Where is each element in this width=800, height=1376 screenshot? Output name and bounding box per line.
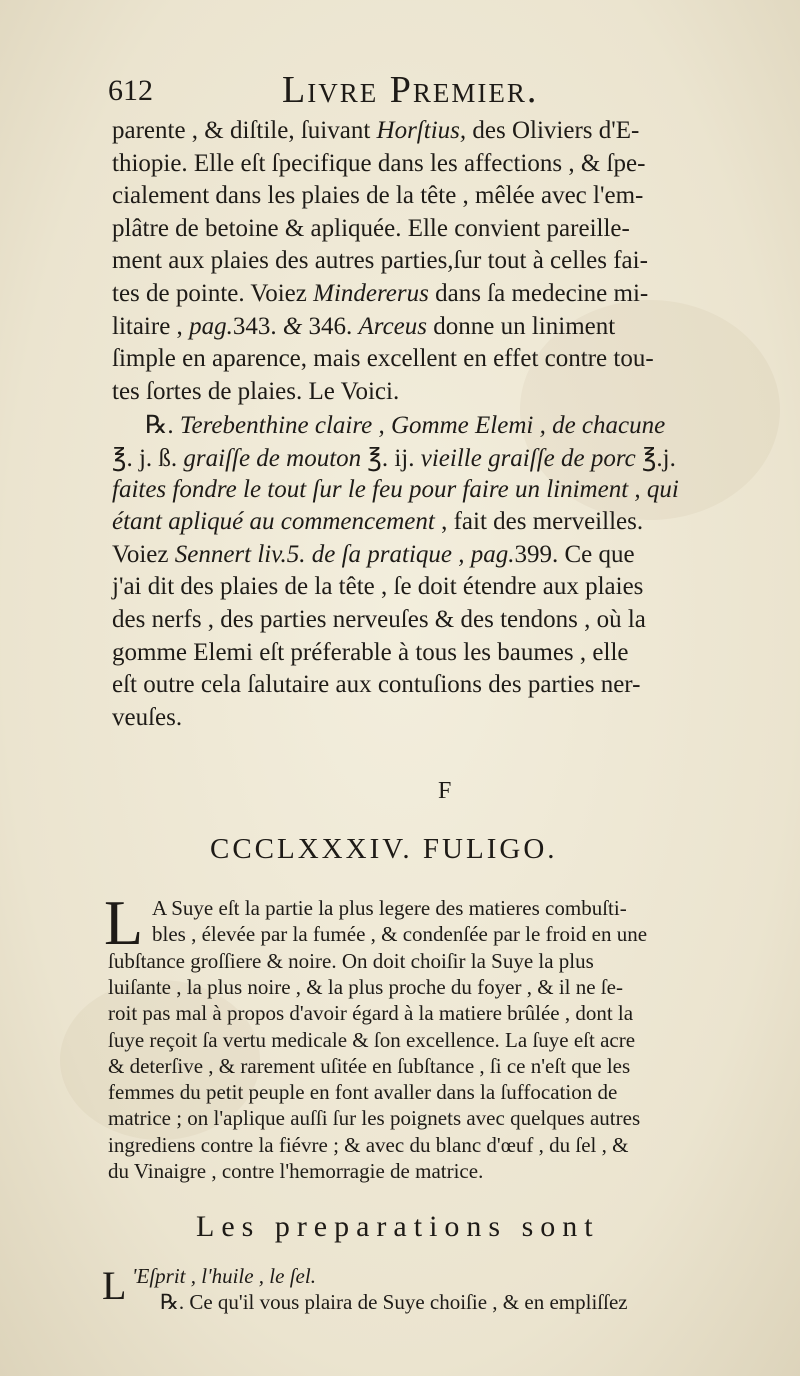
page-number: 612 xyxy=(108,74,153,107)
text-line xyxy=(112,150,645,178)
text-run: plâtre de betoine & apliquée. Elle convient pareille- xyxy=(112,214,630,242)
italic-run: étant apliqué au commencement xyxy=(112,508,435,536)
drop-cap-preparations: L xyxy=(102,1263,127,1308)
text-run: 399. Ce que xyxy=(514,540,635,568)
italic-run: Horſtius, xyxy=(376,117,467,144)
text-run: des Oliviers d'E- xyxy=(466,117,640,144)
preparations-heading-text: Les preparations sont xyxy=(196,1210,600,1243)
text-line xyxy=(112,573,643,601)
text-run: ℥.j. xyxy=(635,445,676,472)
article-title: CCCLXXXIV. FULIGO. xyxy=(210,833,558,865)
text-run: ment aux plaies des autres parties,ſur tout à celles fai- xyxy=(112,247,648,275)
text-run: eſt outre cela ſalutaire aux contuſions des parties ner- xyxy=(112,671,641,699)
text-run: ℞. xyxy=(145,412,180,440)
text-line xyxy=(132,1264,316,1289)
text-run: Voiez xyxy=(112,540,175,568)
text-line: ſuye reçoit ſa vertu medicale & ſon excellence. La ſuye eſt acre xyxy=(108,1027,636,1052)
italic-run: pag. xyxy=(189,312,233,340)
text-run: ℥. j. ß. xyxy=(112,445,184,472)
text-line xyxy=(112,182,643,210)
text-line xyxy=(112,671,640,699)
text-run: litaire , xyxy=(112,312,190,340)
text-run: ℞. Ce qu'il vous plaira de Suye choiſie , & en empliſſez xyxy=(160,1290,628,1314)
text-run: tes ſortes de plaies. Le Voici. xyxy=(112,377,400,405)
running-title: Livre Premier. xyxy=(282,69,539,111)
text-line xyxy=(112,247,648,275)
text-run: thiopie. Elle eſt ſpecifique dans les affections , & ſpe- xyxy=(112,149,646,177)
italic-run: & xyxy=(282,312,303,340)
text-line xyxy=(112,606,646,634)
text-run: , fait des merveilles. xyxy=(434,508,644,536)
text-run: dans ſa medecine mi- xyxy=(428,280,649,307)
text-line: ſubſtance groſſiere & noire. On doit choiſir la Suye la plus xyxy=(108,948,594,973)
text-line xyxy=(112,476,679,504)
text-line xyxy=(112,639,628,667)
text-line: matrice ; on l'aplique auſſi ſur les poignets avec quelques autres xyxy=(108,1106,641,1131)
text-run: parente , & diſtile, ſuivant xyxy=(112,117,377,144)
text-run: 346. xyxy=(302,312,359,340)
text-line xyxy=(112,378,399,406)
text-line xyxy=(145,410,665,440)
preparations-heading xyxy=(196,1210,600,1244)
text-line: & deterſive , & rarement uſitée en ſubſtance , ſi ce n'eſt que les xyxy=(108,1053,631,1078)
text-run: 343. xyxy=(232,312,283,340)
text-line xyxy=(112,541,635,569)
text-line: du Vinaigre , contre l'hemorragie de matrice. xyxy=(108,1159,484,1183)
text-run: tes de pointe. Voiez xyxy=(112,280,314,307)
text-run: veuſes. xyxy=(112,703,183,731)
text-run: donne un liniment xyxy=(427,312,616,340)
italic-run: Terebenthine claire , Gomme Elemi , de chacune xyxy=(179,412,666,440)
text-line: bles , élevée par la fumée , & condenſée par le froid en une xyxy=(152,922,648,947)
italic-run: faites fondre le tout ſur le feu pour faire un liniment , qui xyxy=(112,475,679,503)
drop-cap: L xyxy=(104,887,144,958)
text-line xyxy=(112,443,676,473)
text-line: luiſante , la plus noire , & la plus proche du foyer , & il ne ſe- xyxy=(108,974,623,999)
text-line: roit pas mal à propos d'avoir égard à la matiere brûlée , dont la xyxy=(108,1001,634,1026)
text-line: femmes du petit peuple en font avaller dans la ſuffocation de xyxy=(108,1080,618,1105)
text-line xyxy=(112,345,654,373)
italic-run: Mindererus xyxy=(313,280,429,307)
text-run: cialement dans les plaies de la tête , mêlée avec l'em- xyxy=(112,182,644,210)
text-line xyxy=(112,313,615,341)
italic-run: vieille graiſſe de porc xyxy=(420,445,636,472)
text-run: gomme Elemi eſt préferable à tous les baumes , elle xyxy=(112,638,629,666)
text-line xyxy=(112,117,639,145)
text-line xyxy=(112,704,182,732)
text-run: des nerfs , des parties nerveuſes & des tendons , où la xyxy=(112,606,646,633)
text-line xyxy=(112,215,630,243)
italic-run: 'Eſprit , l'huile , le ſel. xyxy=(132,1264,316,1288)
italic-run: Arceus xyxy=(358,312,428,340)
text-run: ſimple en aparence, mais excellent en effet contre tou- xyxy=(112,345,654,373)
italic-run: graiſſe de mouton xyxy=(183,445,362,472)
italic-run: Sennert liv.5. de ſa pratique , pag. xyxy=(174,540,515,568)
text-run: j'ai dit des plaies de la tête , ſe doit étendre aux plaies xyxy=(112,573,644,601)
text-line xyxy=(160,1290,628,1315)
text-line: ingrediens contre la fiévre ; & avec du blanc d'œuf , du ſel , & xyxy=(108,1132,629,1157)
signature-mark: F xyxy=(438,778,452,804)
text-line xyxy=(112,280,648,308)
text-run: ℥. ij. xyxy=(361,445,421,472)
text-line xyxy=(112,508,643,536)
text-line: A Suye eſt la partie la plus legere des matieres combuſti- xyxy=(152,896,627,920)
